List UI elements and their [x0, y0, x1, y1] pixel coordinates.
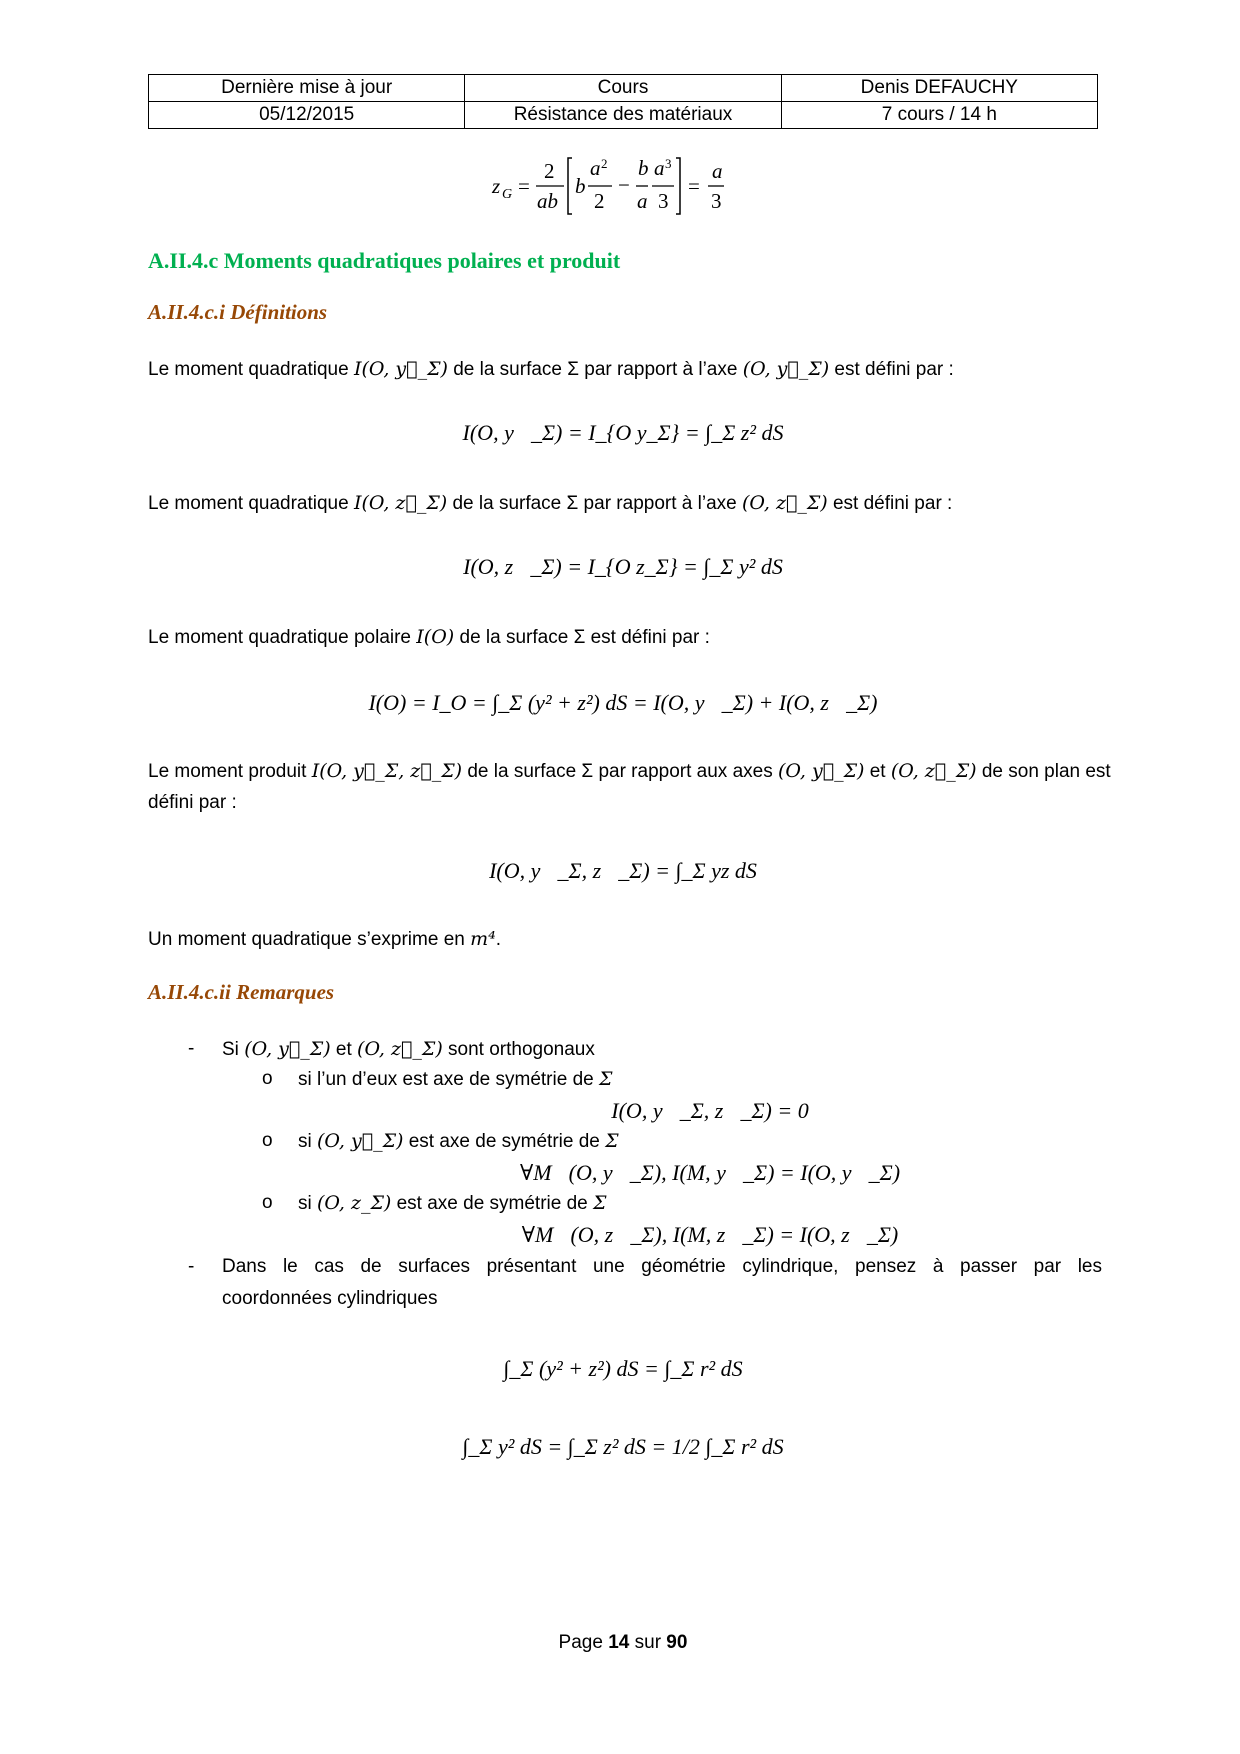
section-heading: A.II.4.c Moments quadratiques polaires et produit	[148, 248, 621, 273]
svg-text:a: a	[654, 156, 665, 180]
math-inline: (O, z⃗_Σ)	[357, 1038, 443, 1060]
text: de la surface Σ par rapport aux axes	[462, 761, 778, 782]
svg-text:ab: ab	[537, 189, 558, 213]
math-inline: (O, z⃗_Σ)	[890, 760, 977, 782]
text: est défini par :	[829, 359, 954, 380]
text: et	[864, 761, 891, 782]
equation-cylindrical-2: ∫_Σ y² dS = ∫_Σ z² dS = 1/2 ∫_Σ r² dS	[462, 1434, 784, 1459]
text: si	[298, 1131, 317, 1152]
text: Un moment quadratique s’exprime en	[148, 929, 471, 950]
text: Le moment quadratique	[148, 359, 354, 380]
subsection-heading-remarks: A.II.4.c.ii Remarques	[148, 980, 335, 1004]
math-inline: I(O, y⃗_Σ, z⃗_Σ)	[311, 760, 463, 782]
text: de son plan est	[976, 761, 1111, 782]
math-inline: Σ	[605, 1130, 619, 1152]
svg-text:3: 3	[665, 156, 672, 171]
header-cell-course: Résistance des matériaux	[465, 102, 781, 129]
equation-iy: I(O, y⃗_Σ) = I_{O y_Σ} = ∫_Σ z² dS	[462, 420, 784, 445]
dash-bullet: -	[188, 1038, 195, 1059]
text: est défini par :	[827, 493, 953, 514]
equation-zg	[480, 150, 780, 220]
text: Le moment produit	[148, 761, 312, 782]
text: est axe de symétrie de	[403, 1131, 606, 1152]
header-cell-author: Denis DEFAUCHY	[781, 75, 1097, 102]
text: .	[495, 929, 502, 950]
math-inline: (O, y⃗_Σ)	[244, 1038, 331, 1060]
page-footer	[148, 1632, 1098, 1654]
paragraph-product-definition-line2: défini par :	[148, 792, 237, 813]
text: de la surface Σ par rapport à l’axe	[447, 493, 742, 514]
svg-text:b: b	[638, 156, 649, 180]
svg-text:3: 3	[658, 189, 669, 213]
text: de la surface Σ par rapport à l’axe	[447, 359, 743, 380]
svg-text:a: a	[637, 189, 648, 213]
header-cell-updated-label: Dernière mise à jour	[149, 75, 465, 102]
svg-text:2: 2	[594, 189, 605, 213]
subsection-heading-definitions: A.II.4.c.i Définitions	[148, 300, 328, 324]
equation-symmetry-y: ∀M∊(O, y⃗_Σ), I(M, y⃗_Σ) = I(O, y⃗_Σ)	[519, 1160, 901, 1185]
equation-cylindrical-1: ∫_Σ (y² + z²) dS = ∫_Σ r² dS	[503, 1356, 743, 1381]
equation-iz: I(O, z⃗_Σ) = I_{O z_Σ} = ∫_Σ y² dS	[463, 554, 783, 579]
math-inline: Σ	[593, 1192, 607, 1214]
equation-symmetry-z: ∀M∊(O, z⃗_Σ), I(M, z⃗_Σ) = I(O, z⃗_Σ)	[521, 1222, 899, 1247]
current-page-number: 14	[608, 1632, 630, 1653]
svg-text:a: a	[590, 156, 601, 180]
svg-text:3: 3	[711, 189, 722, 213]
header-cell-date: 05/12/2015	[149, 102, 465, 129]
equation-symmetry-zero: I(O, y⃗_Σ, z⃗_Σ) = 0	[611, 1098, 809, 1123]
math-inline: (O, y⃗_Σ)	[317, 1130, 404, 1152]
header-row	[149, 75, 1098, 102]
paragraph-unit	[148, 928, 501, 951]
paragraph-iy-definition	[148, 358, 954, 381]
header-row	[149, 102, 1098, 129]
svg-text:G: G	[502, 187, 513, 202]
header-table	[148, 74, 1098, 129]
equation-iyz: I(O, y⃗_Σ, z⃗_Σ) = ∫_Σ yz dS	[489, 858, 757, 883]
svg-text:z: z	[492, 174, 501, 198]
remark-cylindrical-line2: coordonnées cylindriques	[222, 1288, 438, 1309]
remark-symmetry-z	[298, 1192, 606, 1215]
svg-text:−: −	[618, 173, 630, 197]
svg-text:b: b	[575, 174, 586, 198]
footer-text: sur	[629, 1632, 667, 1653]
text: si	[298, 1193, 317, 1214]
math-inline: Σ	[599, 1068, 613, 1090]
svg-text:=: =	[518, 174, 530, 198]
math-inline: I(O, z⃗_Σ)	[353, 492, 448, 514]
svg-text:2: 2	[544, 159, 555, 183]
paragraph-iz-definition	[148, 492, 952, 515]
circle-bullet: o	[262, 1130, 273, 1151]
math-inline: (O, z_Σ)	[317, 1192, 392, 1214]
text: sont orthogonaux	[442, 1039, 595, 1060]
svg-text:2: 2	[601, 156, 608, 171]
total-page-count: 90	[666, 1632, 688, 1653]
equation-zg-graphic	[480, 150, 780, 220]
remark-symmetry-either	[298, 1068, 612, 1091]
math-inline: (O, y⃗_Σ)	[742, 358, 830, 380]
text: Le moment quadratique polaire	[148, 627, 417, 648]
paragraph-product-definition	[148, 760, 1111, 783]
remark-orthogonal	[222, 1038, 595, 1061]
math-inline: (O, y⃗_Σ)	[778, 760, 865, 782]
text: de la surface Σ est défini par :	[454, 627, 710, 648]
remark-cylindrical-line1: Dans le cas de surfaces présentant une géométrie cylindrique, pensez à passer par les	[222, 1256, 1102, 1277]
math-inline: I(O)	[416, 626, 455, 648]
text: si l’un d’eux est axe de symétrie de	[298, 1069, 599, 1090]
text: est axe de symétrie de	[391, 1193, 594, 1214]
svg-text:=: =	[688, 174, 700, 198]
header-cell-type-label: Cours	[465, 75, 781, 102]
circle-bullet: o	[262, 1068, 273, 1089]
header-cell-duration: 7 cours / 14 h	[781, 102, 1097, 129]
math-inline: m⁴	[470, 928, 496, 950]
math-inline: (O, z⃗_Σ)	[741, 492, 828, 514]
equation-io: I(O) = I_O = ∫_Σ (y² + z²) dS = I(O, y⃗_Σ) + I(O, z⃗_Σ)	[368, 690, 878, 715]
text: Le moment quadratique	[148, 493, 354, 514]
svg-text:a: a	[712, 159, 723, 183]
text: et	[330, 1039, 358, 1060]
circle-bullet: o	[262, 1192, 273, 1213]
math-inline: I(O, y⃗_Σ)	[353, 358, 448, 380]
dash-bullet: -	[188, 1256, 195, 1277]
text: Si	[222, 1039, 245, 1060]
footer-text: Page	[558, 1632, 609, 1653]
remark-symmetry-y	[298, 1130, 619, 1153]
paragraph-polar-definition	[148, 626, 710, 649]
